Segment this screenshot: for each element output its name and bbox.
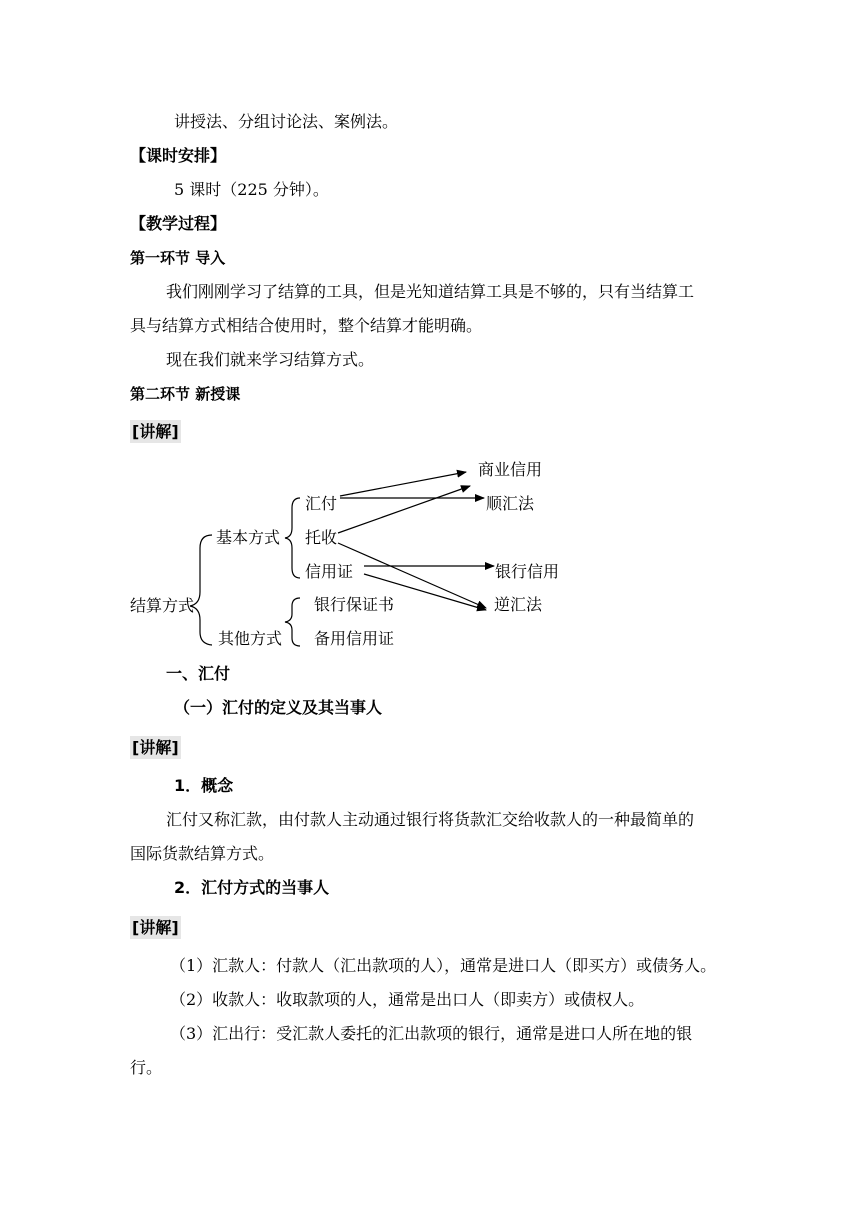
concept-line-2: 国际货款结算方式。 — [130, 844, 275, 863]
diagram-collection-label: 托收 — [305, 528, 338, 547]
basic-brace — [285, 498, 300, 578]
explain-tag-label: [讲解] — [132, 918, 179, 937]
diagram-guarantee-label: 银行保证书 — [314, 595, 395, 614]
party-remitting-bank-line-1: （3）汇出行：受汇款人委托的汇出款项的银行，通常是进口人所在地的银 — [170, 1024, 693, 1043]
explain-tag-label: [讲解] — [132, 422, 179, 441]
intro-paragraph-line-2: 具与结算方式相结合使用时，整个结算才能明确。 — [130, 316, 483, 335]
diagram-favorable-label: 顺汇法 — [486, 494, 535, 513]
concept-title: 1．概念 — [174, 776, 234, 795]
other-brace — [285, 598, 300, 646]
explain-tag-2 — [130, 738, 181, 758]
section-1-1-title: （一）汇付的定义及其当事人 — [174, 698, 383, 717]
diagram-bank-credit-label: 银行信用 — [495, 562, 560, 581]
diagram-commercial-credit-label: 商业信用 — [478, 460, 543, 479]
concept-line-1: 汇付又称汇款，由付款人主动通过银行将货款汇交给收款人的一种最简单的 — [166, 810, 695, 829]
diagram-reverse-label: 逆汇法 — [494, 595, 543, 614]
teaching-methods: 讲授法、分组讨论法、案例法。 — [174, 112, 399, 131]
heading-process: 【教学过程】 — [130, 214, 227, 233]
step-1-title: 第一环节 导入 — [130, 249, 226, 267]
explain-tag-3 — [130, 918, 181, 938]
diagram-standby-label: 备用信用证 — [314, 629, 395, 648]
parties-title: 2．汇付方式的当事人 — [174, 878, 330, 897]
party-payee: （2）收款人：收取款项的人，通常是出口人（即卖方）或债权人。 — [170, 990, 645, 1009]
step-2-title: 第二环节 新授课 — [130, 385, 241, 403]
intro-paragraph-line-1: 我们刚刚学习了结算的工具，但是光知道结算工具是不够的，只有当结算工 — [166, 282, 695, 301]
intro-paragraph-line-3: 现在我们就来学习结算方式。 — [166, 350, 375, 369]
diagram-root-label: 结算方式 — [130, 596, 195, 615]
explain-tag-label: [讲解] — [132, 738, 179, 757]
section-1-title: 一、汇付 — [166, 664, 231, 683]
diagram-lc-label: 信用证 — [305, 562, 354, 581]
heading-schedule: 【课时安排】 — [130, 146, 227, 165]
diagram-remit-label: 汇付 — [305, 494, 338, 513]
diagram-other-label: 其他方式 — [218, 629, 283, 648]
root-brace — [190, 535, 212, 645]
party-remitter: （1）汇款人：付款人（汇出款项的人），通常是进口人（即买方）或债务人。 — [170, 956, 717, 975]
arrow-remit-commercial — [340, 472, 466, 496]
party-remitting-bank-line-2: 行。 — [130, 1058, 163, 1077]
schedule-text: 5 课时（225 分钟）。 — [174, 180, 329, 199]
diagram-basic-label: 基本方式 — [216, 528, 281, 547]
